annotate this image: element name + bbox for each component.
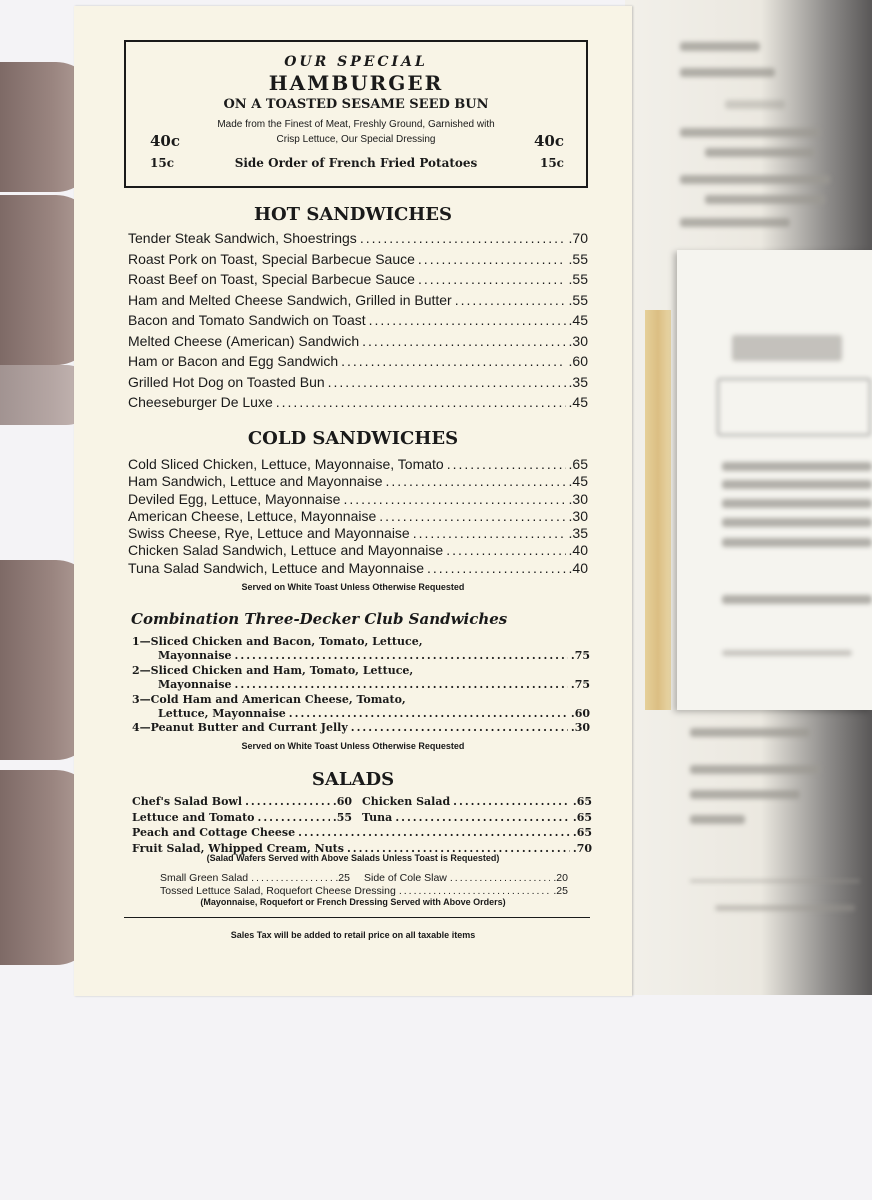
dot-leader	[298, 825, 570, 841]
small-salads-list	[160, 872, 568, 897]
menu-item	[128, 525, 588, 542]
menu-item-price: .60	[568, 353, 588, 369]
menu-item-price: .20	[553, 872, 568, 884]
club-item-line: 1—Sliced Chicken and Bacon, Tomato, Lettuce,	[132, 635, 423, 648]
hot-sandwiches-list	[128, 230, 588, 415]
special-description-line: Made from the Finest of Meat, Freshly Ground, Garnished with	[217, 119, 495, 130]
dot-leader	[395, 810, 570, 826]
menu-item-name: Mayonnaise	[158, 678, 232, 691]
menu-item	[364, 872, 568, 885]
menu-item-price: .60	[332, 795, 352, 808]
special-title: HAMBURGER	[268, 71, 444, 95]
menu-item-price: .40	[568, 559, 588, 576]
dot-leader	[369, 312, 566, 328]
dot-leader	[235, 649, 568, 663]
menu-item-price: .70	[568, 230, 588, 246]
special-price-right: 40c	[533, 132, 564, 150]
tape-strip	[645, 310, 671, 710]
menu-item	[128, 333, 588, 354]
club-sandwiches-list	[132, 634, 590, 735]
menu-item-name: Swiss Cheese, Rye, Lettuce and Mayonnaise	[128, 525, 410, 542]
menu-item-price: .35	[568, 373, 588, 390]
menu-item-name: Roast Pork on Toast, Special Barbecue Sauce	[128, 250, 415, 267]
dot-leader	[258, 810, 330, 826]
menu-item-price: .30	[568, 332, 588, 349]
menu-item-price: .30	[568, 507, 588, 524]
menu-item-name: Chef's Salad Bowl	[132, 795, 243, 808]
menu-item	[128, 473, 588, 490]
menu-item-name: Tossed Lettuce Salad, Roquefort Cheese Dressing	[160, 884, 396, 897]
special-price-left: 40c	[150, 132, 181, 150]
dot-leader	[276, 394, 566, 410]
menu-item	[132, 794, 362, 810]
menu-item	[132, 721, 590, 735]
dot-leader	[418, 251, 566, 267]
menu-item-price: .55	[568, 271, 588, 287]
menu-item-name: American Cheese, Lettuce, Mayonnaise	[128, 507, 377, 524]
menu-item	[128, 560, 588, 577]
cold-sandwiches-note: Served on White Toast Unless Otherwise Requested	[241, 582, 465, 592]
dot-leader	[328, 374, 566, 390]
menu-item-name: Ham and Melted Cheese Sandwich, Grilled in Butter	[128, 291, 452, 308]
menu-item	[128, 312, 588, 333]
dot-leader	[418, 271, 566, 287]
dot-leader	[447, 456, 566, 472]
menu-item-name: Lettuce, Mayonnaise	[158, 707, 286, 720]
club-sandwiches-title: Combination Three-Decker Club Sandwiches	[131, 610, 508, 628]
menu-item-name: Deviled Egg, Lettuce, Mayonnaise	[128, 490, 341, 507]
dot-leader	[235, 678, 568, 692]
menu-item	[128, 292, 588, 313]
menu-item	[132, 707, 590, 721]
menu-item	[128, 271, 588, 292]
menu-item	[128, 456, 588, 473]
menu-item-price: .30	[570, 721, 590, 734]
menu-item	[128, 230, 588, 251]
dressing-note: (Mayonnaise, Roquefort or French Dressing Served with Above Orders)	[200, 897, 506, 907]
dot-leader	[245, 794, 330, 810]
menu-item	[128, 508, 588, 525]
menu-item	[128, 251, 588, 272]
dot-leader	[341, 353, 565, 369]
special-description-line: Crisp Lettuce, Our Special Dressing	[276, 134, 436, 145]
menu-item-price: .65	[568, 456, 588, 472]
menu-item-name: Bacon and Tomato Sandwich on Toast	[128, 312, 366, 328]
menu-item-price: .65	[572, 826, 592, 839]
menu-item-price: .65	[572, 810, 592, 824]
menu-item-price: .55	[568, 291, 588, 308]
menu-item-price: .75	[570, 678, 590, 691]
menu-item	[128, 491, 588, 508]
side-order-label: Side Order of French Fried Potatoes	[234, 156, 478, 170]
menu-item-name: Tender Steak Sandwich, Shoestrings	[128, 230, 357, 246]
menu-item-name: 4—Peanut Butter and Currant Jelly	[132, 721, 348, 734]
menu-item-price: .45	[568, 473, 588, 490]
dot-leader	[450, 872, 551, 885]
divider	[124, 917, 590, 918]
dot-leader	[455, 292, 566, 308]
dot-leader	[289, 707, 568, 721]
menu-item-price: .25	[553, 884, 568, 897]
dot-leader	[343, 491, 565, 507]
menu-item-name: Cold Sliced Chicken, Lettuce, Mayonnaise, Tomato	[128, 456, 444, 472]
dot-leader	[351, 721, 568, 735]
menu-item-name: Cheeseburger De Luxe	[128, 394, 273, 410]
menu-item-name: Melted Cheese (American) Sandwich	[128, 332, 360, 349]
salad-pair-row	[132, 794, 592, 810]
menu-item-price: .35	[568, 525, 588, 542]
menu-item-price: .75	[570, 649, 590, 662]
menu-item-price: .40	[568, 542, 588, 559]
menu-item-name: Peach and Cottage Cheese	[132, 826, 296, 839]
menu-item	[160, 885, 568, 898]
menu-item-price: .25	[335, 872, 350, 884]
inserted-card	[677, 250, 872, 710]
menu-item-name: Side of Cole Slaw	[364, 872, 447, 884]
menu-item-price: .45	[568, 394, 588, 410]
menu-item-price: .65	[572, 795, 592, 808]
menu-item-name: Roast Beef on Toast, Special Barbecue Sauce	[128, 271, 415, 287]
menu-item-name: Small Green Salad	[160, 872, 249, 884]
menu-page	[74, 6, 632, 996]
salad-wafers-note: (Salad Wafers Served with Above Salads Unless Toast is Requested)	[206, 853, 500, 863]
menu-item-price: .45	[568, 312, 588, 328]
special-subtitle: ON A TOASTED SESAME SEED BUN	[223, 97, 489, 112]
menu-item-name: Grilled Hot Dog on Toasted Bun	[128, 373, 325, 390]
cold-sandwiches-title: COLD SANDWICHES	[247, 428, 459, 449]
menu-item	[160, 872, 364, 885]
menu-item-name: Fruit Salad, Whipped Cream, Nuts	[132, 841, 344, 855]
menu-item	[362, 794, 592, 810]
hot-sandwiches-title: HOT SANDWICHES	[253, 204, 453, 225]
menu-item	[132, 678, 590, 692]
menu-item	[128, 394, 588, 415]
club-item-line: 2—Sliced Chicken and Ham, Tomato, Lettuce,	[132, 664, 414, 677]
dot-leader	[362, 333, 565, 349]
salad-pair-row	[132, 810, 592, 826]
club-item-line: 3—Cold Ham and American Cheese, Tomato,	[132, 693, 406, 706]
menu-item	[132, 649, 590, 663]
dot-leader	[251, 872, 332, 885]
special-description	[126, 117, 586, 147]
menu-item	[132, 825, 592, 841]
menu-item	[362, 810, 592, 826]
menu-item-name: Ham Sandwich, Lettuce and Mayonnaise	[128, 473, 383, 490]
menu-item-name: Chicken Salad	[362, 795, 451, 808]
menu-item-price: .55	[332, 810, 352, 824]
menu-item-name: Lettuce and Tomato	[132, 810, 255, 824]
blurred-adjacent-page	[625, 0, 872, 995]
special-label: OUR SPECIAL	[284, 54, 428, 70]
dot-leader	[427, 560, 566, 576]
menu-item-name: Tuna	[362, 810, 393, 824]
side-order-price-right: 15c	[539, 156, 564, 170]
menu-item-name: Mayonnaise	[158, 649, 232, 662]
menu-item	[128, 542, 588, 559]
menu-item-name: Ham or Bacon and Egg Sandwich	[128, 353, 339, 369]
menu-item-name: Tuna Salad Sandwich, Lettuce and Mayonnaise	[128, 559, 425, 576]
salads-list	[132, 794, 592, 856]
cold-sandwiches-list	[128, 456, 588, 577]
side-order-price-left: 15c	[150, 156, 175, 170]
dot-leader	[413, 525, 566, 541]
menu-item	[128, 353, 588, 374]
special-hamburger-box	[124, 40, 588, 188]
menu-item-price: .30	[568, 490, 588, 507]
sales-tax-note: Sales Tax will be added to retail price on all taxable items	[230, 930, 476, 940]
dot-leader	[399, 885, 551, 898]
club-sandwiches-note: Served on White Toast Unless Otherwise Requested	[241, 741, 465, 751]
menu-item-price: .55	[568, 250, 588, 267]
dot-leader	[360, 230, 566, 246]
menu-item	[132, 810, 362, 826]
small-salad-pair-row	[160, 872, 568, 885]
dot-leader	[446, 542, 565, 558]
menu-item-price: .70	[572, 841, 592, 855]
dot-leader	[385, 473, 565, 489]
menu-item-price: .60	[570, 707, 590, 720]
menu-item-name: Chicken Salad Sandwich, Lettuce and Mayonnaise	[128, 542, 444, 559]
salads-title: SALADS	[311, 769, 395, 790]
dot-leader	[379, 508, 565, 524]
menu-item	[128, 374, 588, 395]
dot-leader	[453, 794, 570, 810]
